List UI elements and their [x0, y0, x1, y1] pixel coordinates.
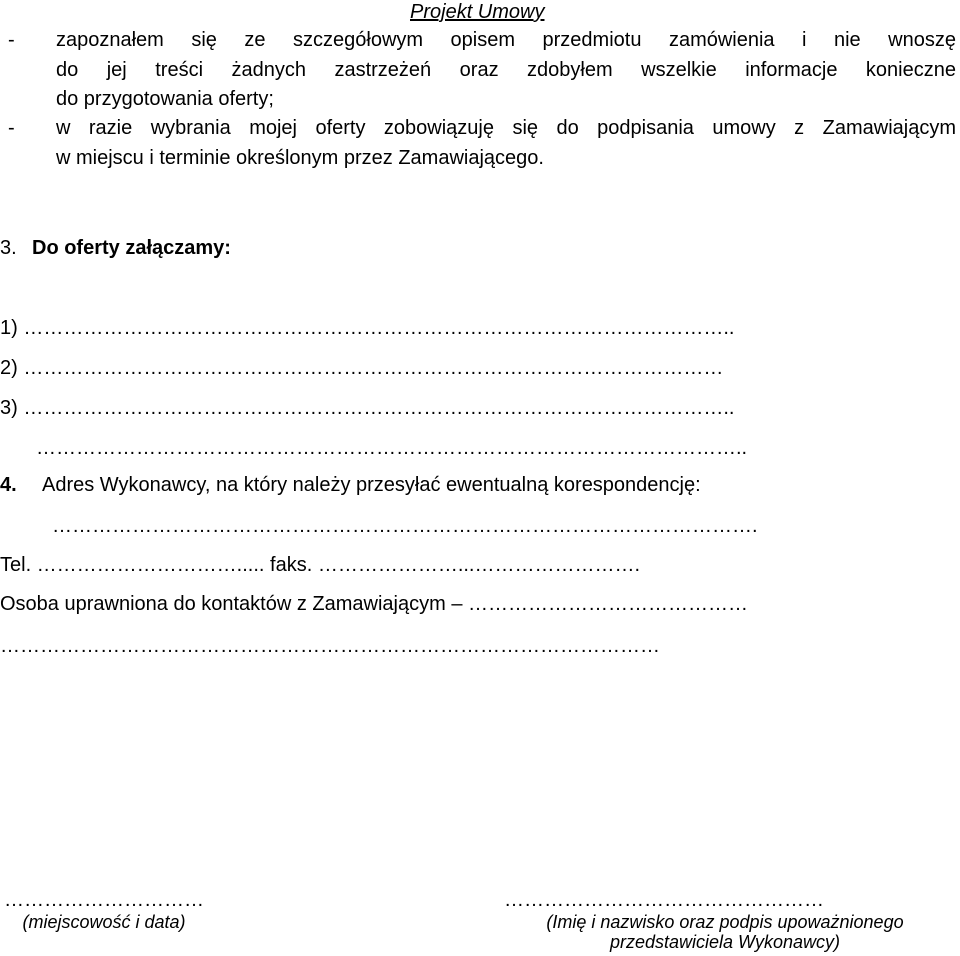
list-dash: -: [8, 29, 15, 51]
signature-label-line-1: (Imię i nazwisko oraz podpis upoważnionego: [546, 912, 904, 932]
attachment-item-1: 1) ……………………………………………………………………………………………..: [0, 317, 735, 339]
attachment-item-extra: ……………………………………………………………………………………………..: [36, 437, 748, 459]
section-4-title: Adres Wykonawcy, na który należy przesyłać ewentualną korespondencję:: [42, 474, 701, 496]
attachment-item-2: 2) ……………………………………………………………………………………………: [0, 357, 724, 379]
declaration-2-line-2: w miejscu i terminie określonym przez Zamawiającego.: [56, 147, 544, 169]
address-line: …………………………………………………………………………………………….: [52, 515, 758, 537]
section-3-title: Do oferty załączamy:: [32, 237, 231, 259]
attachment-item-3: 3) ……………………………………………………………………………………………..: [0, 397, 735, 419]
place-date-dots: …………………………: [4, 889, 204, 911]
declaration-1-line-2: do jej treści żadnych zastrzeżeń oraz zdobyłem wszelkie informacje konieczne: [56, 59, 956, 81]
signature-dots: …………………………………………: [504, 889, 824, 911]
phone-fax-line: Tel. …………………………..... faks. …………………...…………………….: [0, 554, 641, 576]
declaration-2-line-1: w razie wybrania mojej oferty zobowiązuję się do podpisania umowy z Zamawiającym: [56, 117, 956, 139]
signature-label-line-2: przedstawiciela Wykonawcy): [609, 932, 841, 952]
list-dash: -: [8, 117, 15, 139]
declaration-1-line-3: do przygotowania oferty;: [56, 88, 274, 110]
place-date-label: (miejscowość i data): [22, 912, 186, 932]
declaration-1-line-1: zapoznałem się ze szczegółowym opisem przedmiotu zamówienia i nie wnoszę: [56, 29, 956, 51]
document-header-title: Projekt Umowy: [410, 1, 545, 23]
contact-person-line-2: ………………………………………………………………………………………: [0, 635, 660, 657]
section-4-number: 4.: [0, 474, 17, 496]
section-3-number: 3.: [0, 237, 17, 259]
contact-person-line: Osoba uprawniona do kontaktów z Zamawiającym – ……………………………………: [0, 593, 749, 615]
